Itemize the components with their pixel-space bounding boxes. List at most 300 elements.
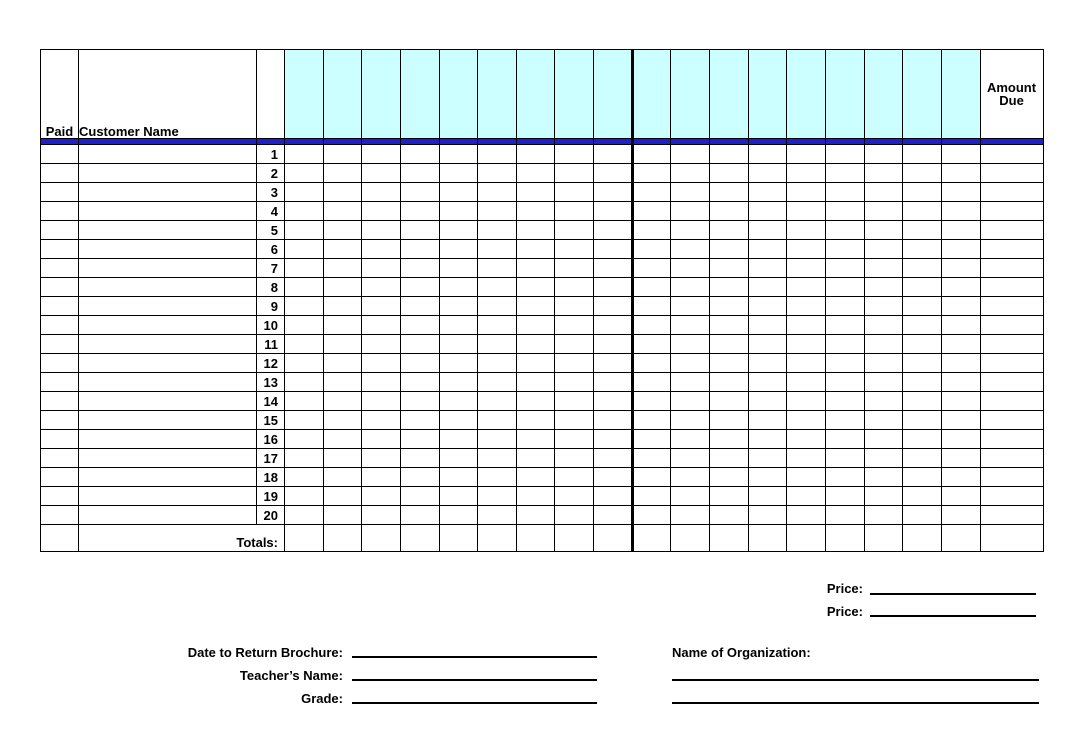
quantity-cell[interactable] [362, 373, 401, 392]
quantity-cell[interactable] [941, 183, 980, 202]
quantity-cell[interactable] [362, 354, 401, 373]
quantity-cell[interactable] [478, 506, 517, 525]
quantity-cell[interactable] [864, 335, 903, 354]
customer-name-cell[interactable] [79, 487, 257, 506]
quantity-cell[interactable] [941, 335, 980, 354]
quantity-cell[interactable] [323, 392, 362, 411]
quantity-cell[interactable] [710, 430, 749, 449]
quantity-cell[interactable] [903, 335, 942, 354]
quantity-cell[interactable] [555, 164, 594, 183]
quantity-cell[interactable] [362, 430, 401, 449]
item-header-cell[interactable] [323, 50, 362, 139]
quantity-cell[interactable] [787, 430, 826, 449]
quantity-cell[interactable] [362, 183, 401, 202]
quantity-cell[interactable] [748, 354, 787, 373]
quantity-cell[interactable] [825, 183, 864, 202]
quantity-cell[interactable] [362, 449, 401, 468]
quantity-cell[interactable] [478, 202, 517, 221]
quantity-cell[interactable] [710, 354, 749, 373]
quantity-cell[interactable] [285, 316, 324, 335]
amount-due-cell[interactable] [980, 506, 1043, 525]
quantity-cell[interactable] [362, 202, 401, 221]
quantity-cell[interactable] [594, 430, 633, 449]
quantity-cell[interactable] [710, 202, 749, 221]
quantity-cell[interactable] [594, 487, 633, 506]
quantity-cell[interactable] [787, 449, 826, 468]
item-header-cell[interactable] [864, 50, 903, 139]
quantity-cell[interactable] [632, 335, 671, 354]
quantity-cell[interactable] [516, 373, 555, 392]
item-header-cell[interactable] [825, 50, 864, 139]
paid-cell[interactable] [41, 221, 79, 240]
quantity-cell[interactable] [632, 183, 671, 202]
quantity-cell[interactable] [323, 354, 362, 373]
quantity-cell[interactable] [400, 335, 439, 354]
quantity-cell[interactable] [748, 411, 787, 430]
quantity-cell[interactable] [903, 221, 942, 240]
quantity-cell[interactable] [439, 487, 478, 506]
quantity-cell[interactable] [516, 354, 555, 373]
quantity-cell[interactable] [710, 335, 749, 354]
quantity-cell[interactable] [787, 259, 826, 278]
quantity-cell[interactable] [439, 316, 478, 335]
quantity-cell[interactable] [748, 373, 787, 392]
quantity-cell[interactable] [748, 164, 787, 183]
quantity-cell[interactable] [323, 430, 362, 449]
quantity-cell[interactable] [710, 468, 749, 487]
quantity-cell[interactable] [710, 449, 749, 468]
quantity-cell[interactable] [787, 525, 826, 552]
quantity-cell[interactable] [478, 278, 517, 297]
quantity-cell[interactable] [671, 202, 710, 221]
organization-field-1[interactable] [672, 679, 1039, 681]
quantity-cell[interactable] [787, 145, 826, 164]
amount-due-cell[interactable] [980, 259, 1043, 278]
quantity-cell[interactable] [941, 297, 980, 316]
quantity-cell[interactable] [825, 316, 864, 335]
quantity-cell[interactable] [478, 468, 517, 487]
quantity-cell[interactable] [710, 240, 749, 259]
quantity-cell[interactable] [748, 240, 787, 259]
amount-due-cell[interactable] [980, 449, 1043, 468]
quantity-cell[interactable] [516, 411, 555, 430]
quantity-cell[interactable] [555, 297, 594, 316]
quantity-cell[interactable] [516, 145, 555, 164]
quantity-cell[interactable] [748, 487, 787, 506]
quantity-cell[interactable] [710, 373, 749, 392]
quantity-cell[interactable] [400, 221, 439, 240]
quantity-cell[interactable] [864, 240, 903, 259]
quantity-cell[interactable] [478, 297, 517, 316]
quantity-cell[interactable] [516, 278, 555, 297]
quantity-cell[interactable] [632, 145, 671, 164]
customer-name-cell[interactable] [79, 430, 257, 449]
quantity-cell[interactable] [285, 449, 324, 468]
item-header-cell[interactable] [285, 50, 324, 139]
quantity-cell[interactable] [903, 145, 942, 164]
quantity-cell[interactable] [439, 468, 478, 487]
quantity-cell[interactable] [594, 240, 633, 259]
quantity-cell[interactable] [362, 221, 401, 240]
quantity-cell[interactable] [825, 259, 864, 278]
customer-name-cell[interactable] [79, 335, 257, 354]
quantity-cell[interactable] [555, 183, 594, 202]
quantity-cell[interactable] [400, 278, 439, 297]
quantity-cell[interactable] [400, 164, 439, 183]
quantity-cell[interactable] [285, 430, 324, 449]
quantity-cell[interactable] [400, 354, 439, 373]
quantity-cell[interactable] [825, 240, 864, 259]
quantity-cell[interactable] [941, 354, 980, 373]
quantity-cell[interactable] [903, 240, 942, 259]
quantity-cell[interactable] [594, 259, 633, 278]
quantity-cell[interactable] [864, 430, 903, 449]
quantity-cell[interactable] [632, 449, 671, 468]
customer-name-cell[interactable] [79, 411, 257, 430]
price-field-1[interactable] [870, 593, 1036, 595]
quantity-cell[interactable] [285, 240, 324, 259]
quantity-cell[interactable] [941, 145, 980, 164]
quantity-cell[interactable] [864, 525, 903, 552]
quantity-cell[interactable] [671, 487, 710, 506]
quantity-cell[interactable] [632, 240, 671, 259]
quantity-cell[interactable] [516, 164, 555, 183]
quantity-cell[interactable] [285, 278, 324, 297]
quantity-cell[interactable] [555, 316, 594, 335]
quantity-cell[interactable] [787, 506, 826, 525]
quantity-cell[interactable] [516, 506, 555, 525]
quantity-cell[interactable] [941, 487, 980, 506]
quantity-cell[interactable] [285, 468, 324, 487]
quantity-cell[interactable] [941, 411, 980, 430]
quantity-cell[interactable] [555, 373, 594, 392]
quantity-cell[interactable] [825, 468, 864, 487]
quantity-cell[interactable] [478, 411, 517, 430]
paid-cell[interactable] [41, 202, 79, 221]
quantity-cell[interactable] [285, 259, 324, 278]
quantity-cell[interactable] [478, 221, 517, 240]
quantity-cell[interactable] [555, 449, 594, 468]
amount-due-cell[interactable] [980, 392, 1043, 411]
quantity-cell[interactable] [903, 183, 942, 202]
paid-cell[interactable] [41, 430, 79, 449]
quantity-cell[interactable] [825, 221, 864, 240]
quantity-cell[interactable] [323, 145, 362, 164]
quantity-cell[interactable] [555, 278, 594, 297]
quantity-cell[interactable] [671, 183, 710, 202]
quantity-cell[interactable] [323, 297, 362, 316]
quantity-cell[interactable] [285, 202, 324, 221]
quantity-cell[interactable] [941, 202, 980, 221]
quantity-cell[interactable] [594, 316, 633, 335]
quantity-cell[interactable] [516, 221, 555, 240]
quantity-cell[interactable] [632, 411, 671, 430]
quantity-cell[interactable] [787, 297, 826, 316]
quantity-cell[interactable] [362, 411, 401, 430]
customer-name-cell[interactable] [79, 240, 257, 259]
quantity-cell[interactable] [400, 183, 439, 202]
quantity-cell[interactable] [439, 145, 478, 164]
quantity-cell[interactable] [710, 145, 749, 164]
quantity-cell[interactable] [439, 259, 478, 278]
grade-field[interactable] [352, 702, 597, 704]
quantity-cell[interactable] [323, 411, 362, 430]
quantity-cell[interactable] [710, 487, 749, 506]
quantity-cell[interactable] [400, 297, 439, 316]
item-header-cell[interactable] [594, 50, 633, 139]
quantity-cell[interactable] [594, 221, 633, 240]
quantity-cell[interactable] [748, 259, 787, 278]
quantity-cell[interactable] [555, 145, 594, 164]
quantity-cell[interactable] [439, 297, 478, 316]
quantity-cell[interactable] [285, 506, 324, 525]
quantity-cell[interactable] [400, 525, 439, 552]
quantity-cell[interactable] [941, 430, 980, 449]
quantity-cell[interactable] [825, 278, 864, 297]
quantity-cell[interactable] [671, 316, 710, 335]
quantity-cell[interactable] [594, 449, 633, 468]
quantity-cell[interactable] [362, 468, 401, 487]
customer-name-cell[interactable] [79, 373, 257, 392]
quantity-cell[interactable] [285, 392, 324, 411]
paid-cell[interactable] [41, 183, 79, 202]
quantity-cell[interactable] [478, 145, 517, 164]
quantity-cell[interactable] [941, 164, 980, 183]
customer-name-cell[interactable] [79, 297, 257, 316]
quantity-cell[interactable] [632, 316, 671, 335]
quantity-cell[interactable] [748, 430, 787, 449]
customer-name-cell[interactable] [79, 164, 257, 183]
quantity-cell[interactable] [516, 259, 555, 278]
quantity-cell[interactable] [671, 354, 710, 373]
quantity-cell[interactable] [671, 373, 710, 392]
quantity-cell[interactable] [555, 259, 594, 278]
quantity-cell[interactable] [671, 525, 710, 552]
quantity-cell[interactable] [748, 506, 787, 525]
quantity-cell[interactable] [439, 335, 478, 354]
customer-name-cell[interactable] [79, 506, 257, 525]
quantity-cell[interactable] [555, 202, 594, 221]
quantity-cell[interactable] [710, 183, 749, 202]
quantity-cell[interactable] [555, 506, 594, 525]
quantity-cell[interactable] [864, 354, 903, 373]
quantity-cell[interactable] [825, 202, 864, 221]
quantity-cell[interactable] [516, 468, 555, 487]
quantity-cell[interactable] [400, 259, 439, 278]
quantity-cell[interactable] [787, 373, 826, 392]
quantity-cell[interactable] [362, 392, 401, 411]
quantity-cell[interactable] [864, 487, 903, 506]
quantity-cell[interactable] [787, 278, 826, 297]
quantity-cell[interactable] [903, 411, 942, 430]
quantity-cell[interactable] [516, 202, 555, 221]
quantity-cell[interactable] [516, 240, 555, 259]
quantity-cell[interactable] [478, 316, 517, 335]
quantity-cell[interactable] [594, 183, 633, 202]
quantity-cell[interactable] [362, 164, 401, 183]
quantity-cell[interactable] [864, 145, 903, 164]
quantity-cell[interactable] [400, 240, 439, 259]
quantity-cell[interactable] [594, 164, 633, 183]
quantity-cell[interactable] [864, 506, 903, 525]
quantity-cell[interactable] [825, 487, 864, 506]
quantity-cell[interactable] [439, 373, 478, 392]
quantity-cell[interactable] [632, 221, 671, 240]
quantity-cell[interactable] [632, 525, 671, 552]
quantity-cell[interactable] [285, 487, 324, 506]
paid-cell[interactable] [41, 240, 79, 259]
quantity-cell[interactable] [323, 449, 362, 468]
item-header-cell[interactable] [516, 50, 555, 139]
quantity-cell[interactable] [362, 487, 401, 506]
date-to-return-field[interactable] [352, 656, 597, 658]
quantity-cell[interactable] [439, 278, 478, 297]
quantity-cell[interactable] [439, 392, 478, 411]
quantity-cell[interactable] [632, 259, 671, 278]
quantity-cell[interactable] [323, 487, 362, 506]
quantity-cell[interactable] [323, 468, 362, 487]
quantity-cell[interactable] [400, 506, 439, 525]
item-header-cell[interactable] [632, 50, 671, 139]
customer-name-cell[interactable] [79, 449, 257, 468]
paid-cell[interactable] [41, 164, 79, 183]
quantity-cell[interactable] [478, 392, 517, 411]
item-header-cell[interactable] [748, 50, 787, 139]
quantity-cell[interactable] [787, 202, 826, 221]
paid-cell[interactable] [41, 278, 79, 297]
quantity-cell[interactable] [864, 449, 903, 468]
quantity-cell[interactable] [323, 164, 362, 183]
quantity-cell[interactable] [594, 525, 633, 552]
quantity-cell[interactable] [555, 221, 594, 240]
quantity-cell[interactable] [400, 468, 439, 487]
quantity-cell[interactable] [748, 278, 787, 297]
quantity-cell[interactable] [323, 278, 362, 297]
quantity-cell[interactable] [748, 468, 787, 487]
quantity-cell[interactable] [400, 202, 439, 221]
quantity-cell[interactable] [825, 145, 864, 164]
customer-name-cell[interactable] [79, 468, 257, 487]
quantity-cell[interactable] [323, 373, 362, 392]
quantity-cell[interactable] [439, 525, 478, 552]
quantity-cell[interactable] [825, 449, 864, 468]
quantity-cell[interactable] [825, 335, 864, 354]
amount-due-cell[interactable] [980, 468, 1043, 487]
quantity-cell[interactable] [864, 259, 903, 278]
quantity-cell[interactable] [864, 373, 903, 392]
quantity-cell[interactable] [787, 354, 826, 373]
quantity-cell[interactable] [787, 335, 826, 354]
quantity-cell[interactable] [478, 183, 517, 202]
quantity-cell[interactable] [285, 145, 324, 164]
quantity-cell[interactable] [594, 506, 633, 525]
quantity-cell[interactable] [864, 221, 903, 240]
item-header-cell[interactable] [400, 50, 439, 139]
amount-due-cell[interactable] [980, 297, 1043, 316]
quantity-cell[interactable] [864, 411, 903, 430]
amount-due-cell[interactable] [980, 221, 1043, 240]
quantity-cell[interactable] [787, 164, 826, 183]
teacher-name-field[interactable] [352, 679, 597, 681]
customer-name-cell[interactable] [79, 259, 257, 278]
quantity-cell[interactable] [516, 487, 555, 506]
item-header-cell[interactable] [941, 50, 980, 139]
quantity-cell[interactable] [439, 240, 478, 259]
item-header-cell[interactable] [671, 50, 710, 139]
quantity-cell[interactable] [400, 145, 439, 164]
customer-name-cell[interactable] [79, 221, 257, 240]
paid-cell[interactable] [41, 373, 79, 392]
quantity-cell[interactable] [671, 278, 710, 297]
quantity-cell[interactable] [748, 335, 787, 354]
quantity-cell[interactable] [362, 335, 401, 354]
quantity-cell[interactable] [285, 335, 324, 354]
quantity-cell[interactable] [671, 449, 710, 468]
quantity-cell[interactable] [941, 221, 980, 240]
customer-name-cell[interactable] [79, 354, 257, 373]
quantity-cell[interactable] [439, 354, 478, 373]
quantity-cell[interactable] [516, 449, 555, 468]
quantity-cell[interactable] [710, 525, 749, 552]
quantity-cell[interactable] [903, 354, 942, 373]
quantity-cell[interactable] [594, 411, 633, 430]
quantity-cell[interactable] [787, 392, 826, 411]
quantity-cell[interactable] [594, 145, 633, 164]
amount-due-cell[interactable] [980, 430, 1043, 449]
quantity-cell[interactable] [864, 468, 903, 487]
paid-cell[interactable] [41, 335, 79, 354]
quantity-cell[interactable] [400, 487, 439, 506]
quantity-cell[interactable] [671, 221, 710, 240]
quantity-cell[interactable] [671, 164, 710, 183]
quantity-cell[interactable] [748, 392, 787, 411]
quantity-cell[interactable] [710, 259, 749, 278]
quantity-cell[interactable] [478, 335, 517, 354]
quantity-cell[interactable] [671, 240, 710, 259]
quantity-cell[interactable] [710, 278, 749, 297]
quantity-cell[interactable] [787, 240, 826, 259]
quantity-cell[interactable] [478, 240, 517, 259]
quantity-cell[interactable] [323, 240, 362, 259]
quantity-cell[interactable] [903, 468, 942, 487]
quantity-cell[interactable] [903, 487, 942, 506]
customer-name-cell[interactable] [79, 202, 257, 221]
quantity-cell[interactable] [903, 373, 942, 392]
quantity-cell[interactable] [555, 354, 594, 373]
amount-due-cell[interactable] [980, 164, 1043, 183]
quantity-cell[interactable] [516, 183, 555, 202]
quantity-cell[interactable] [323, 525, 362, 552]
quantity-cell[interactable] [555, 392, 594, 411]
quantity-cell[interactable] [555, 525, 594, 552]
quantity-cell[interactable] [632, 430, 671, 449]
quantity-cell[interactable] [671, 430, 710, 449]
quantity-cell[interactable] [903, 278, 942, 297]
quantity-cell[interactable] [594, 202, 633, 221]
quantity-cell[interactable] [323, 259, 362, 278]
quantity-cell[interactable] [710, 297, 749, 316]
quantity-cell[interactable] [362, 240, 401, 259]
quantity-cell[interactable] [478, 354, 517, 373]
quantity-cell[interactable] [439, 221, 478, 240]
quantity-cell[interactable] [478, 430, 517, 449]
quantity-cell[interactable] [748, 202, 787, 221]
item-header-cell[interactable] [903, 50, 942, 139]
quantity-cell[interactable] [787, 183, 826, 202]
item-header-cell[interactable] [478, 50, 517, 139]
quantity-cell[interactable] [787, 221, 826, 240]
quantity-cell[interactable] [362, 525, 401, 552]
